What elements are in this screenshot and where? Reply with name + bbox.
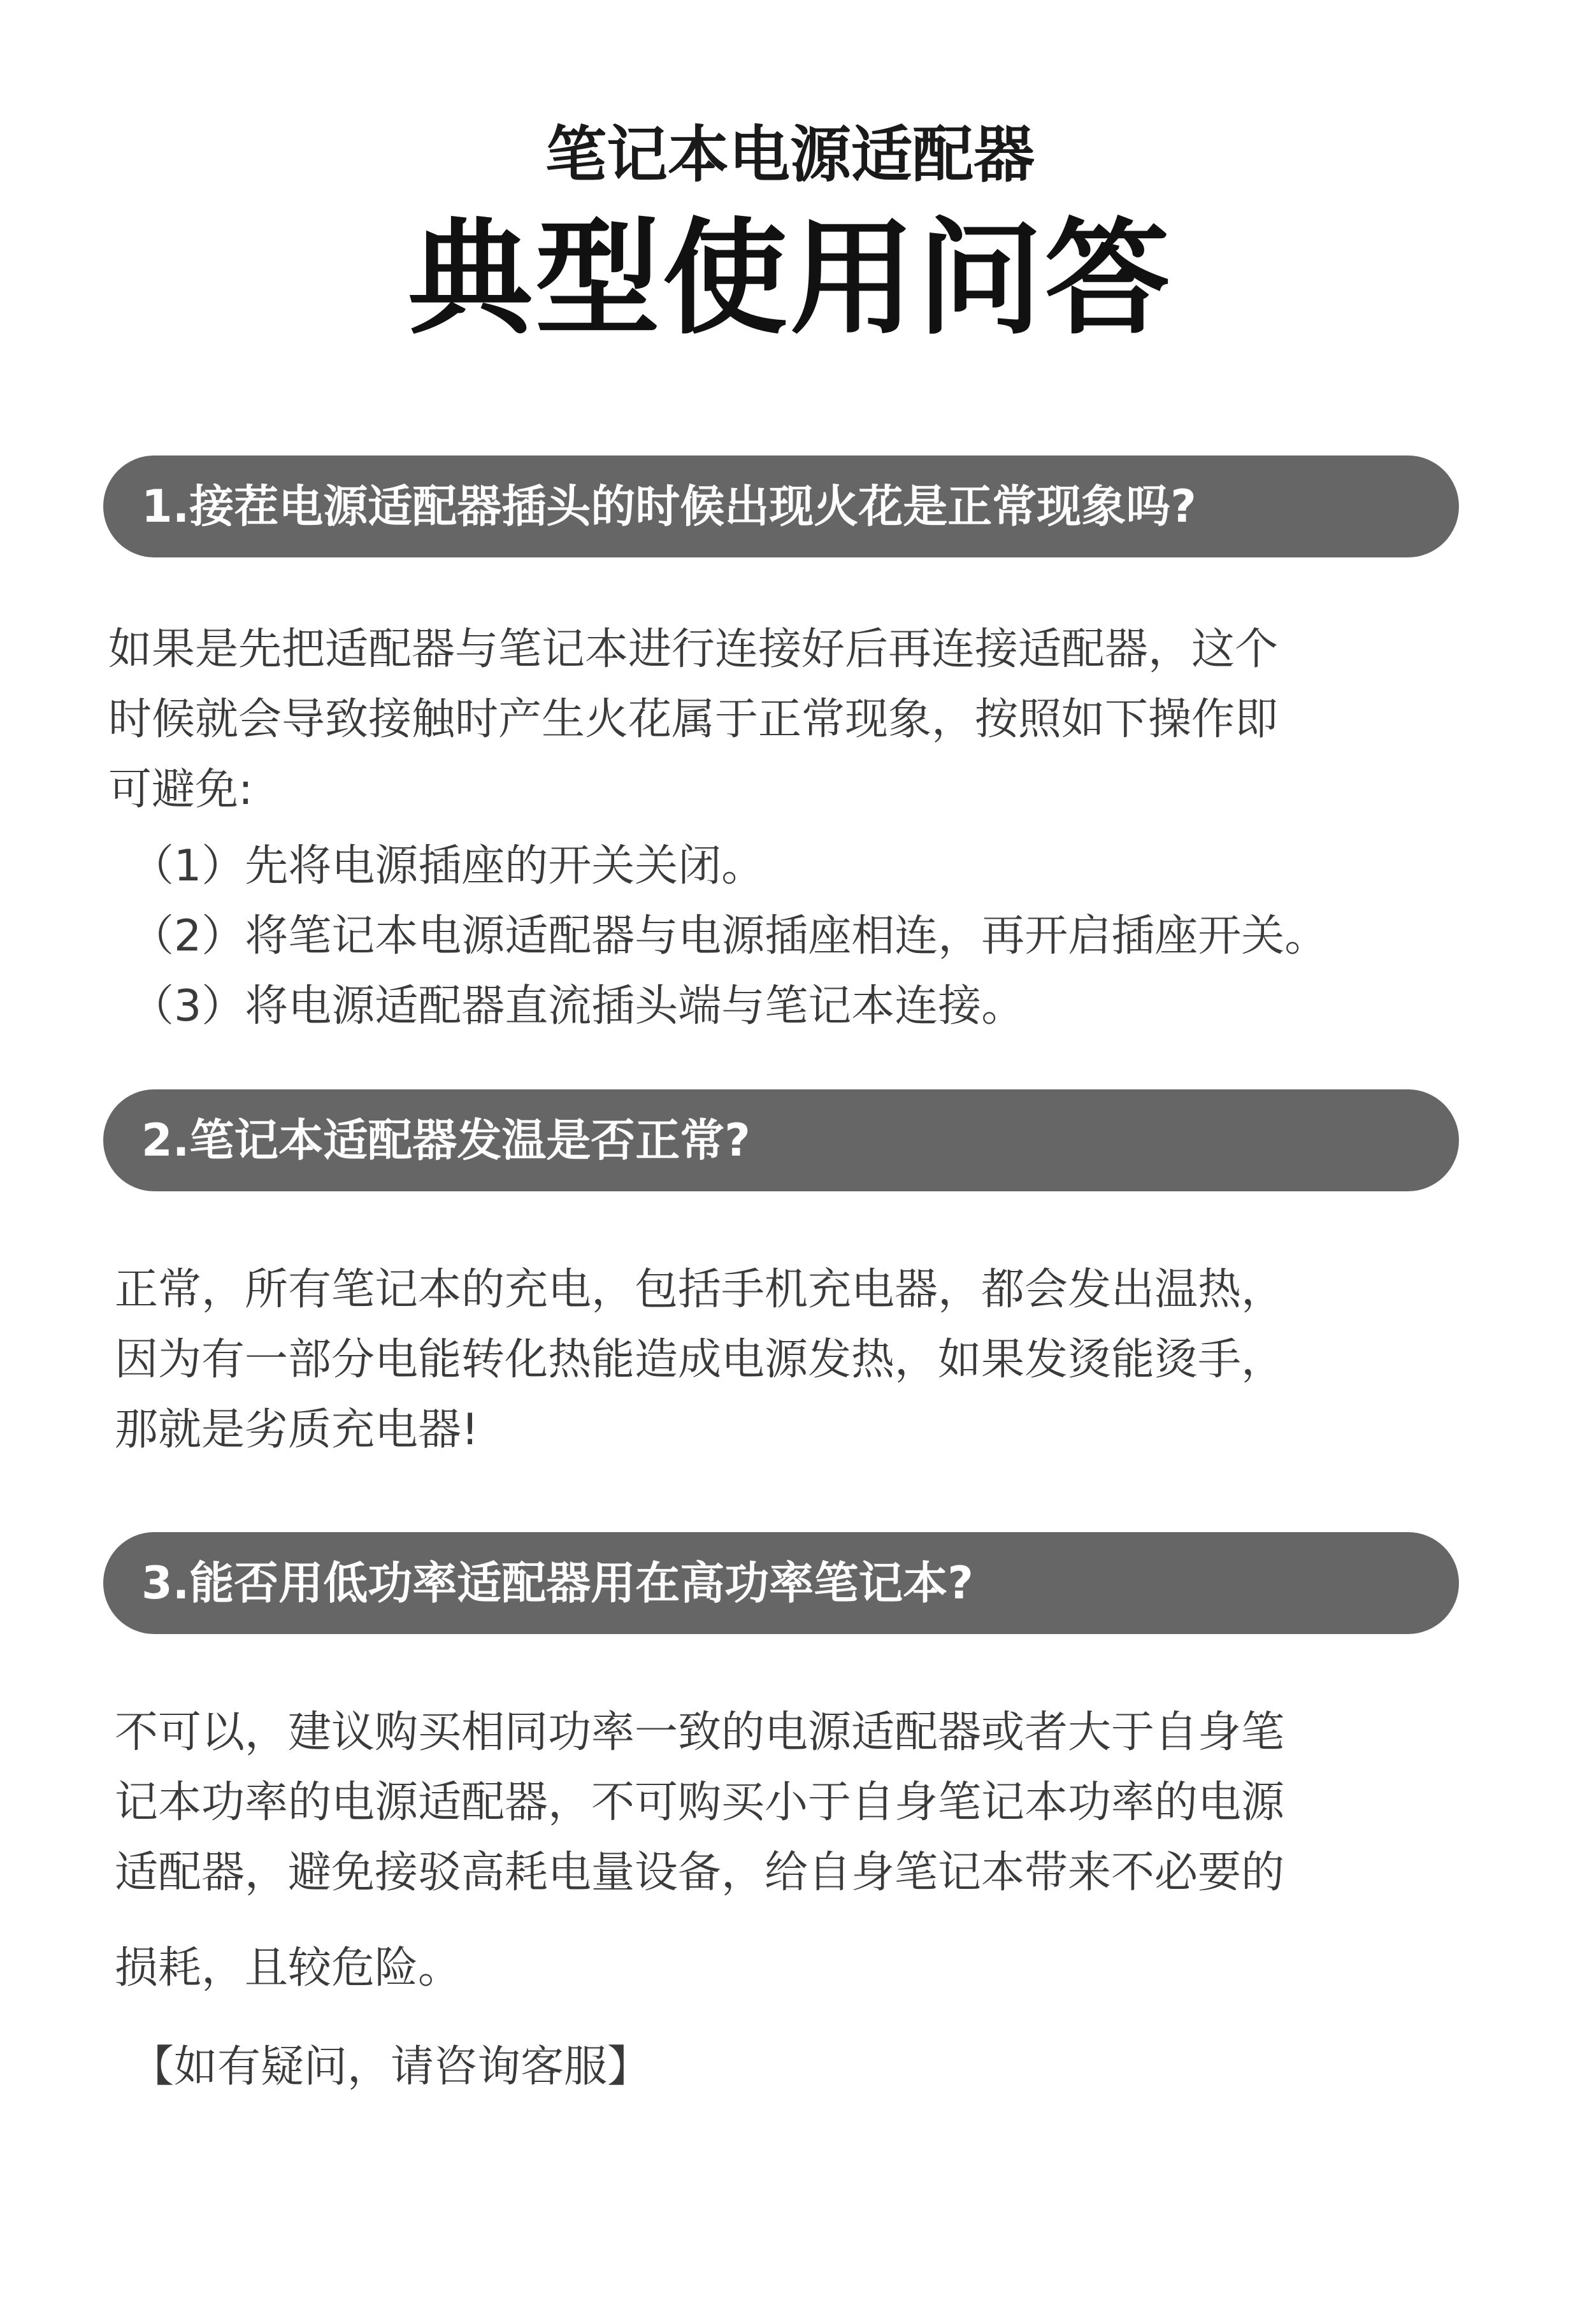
faq-step-1: （1）先将电源插座的开关关闭。 bbox=[131, 841, 765, 891]
faq-answer-1-line: 可避免: bbox=[108, 764, 253, 815]
faq-question-2: 2.笔记本适配器发温是否正常? bbox=[141, 1114, 750, 1166]
faq-question-bar-1 bbox=[103, 455, 1459, 557]
page-title: 典型使用问答 bbox=[407, 206, 1172, 352]
faq-answer-2 bbox=[115, 1255, 1284, 1465]
contact-note: 【如有疑问，请咨询客服】 bbox=[131, 2042, 651, 2092]
faq-answer-1-line: 如果是先把适配器与笔记本进行连接好后再连接适配器，这个 bbox=[108, 624, 1279, 675]
faq-step-2: （2）将笔记本电源适配器与电源插座相连，再开启插座开关。 bbox=[131, 911, 1328, 961]
faq-answer-3-line: 记本功率的电源适配器，不可购买小于自身笔记本功率的电源 bbox=[115, 1777, 1285, 1828]
faq-answer-1 bbox=[108, 615, 1278, 825]
page-subtitle: 笔记本电源适配器 bbox=[545, 119, 1035, 190]
faq-step-3: （3）将电源适配器直流插头端与笔记本连接。 bbox=[131, 981, 1025, 1031]
faq-question-bar-3 bbox=[103, 1532, 1459, 1634]
faq-answer-2-line: 那就是劣质充电器! bbox=[115, 1405, 479, 1455]
faq-answer-3 bbox=[115, 1698, 1284, 2004]
faq-answer-3-line: 适配器，避免接驳高耗电量设备，给自身笔记本带来不必要的 bbox=[115, 1847, 1285, 1898]
faq-answer-1-line: 时候就会导致接触时产生火花属于正常现象，按照如下操作即 bbox=[108, 694, 1279, 745]
faq-answer-3-line: 不可以，建议购买相同功率一致的电源适配器或者大于自身笔 bbox=[115, 1707, 1285, 1758]
faq-answer-3-line: 损耗，且较危险。 bbox=[115, 1943, 462, 1993]
faq-answer-2-line: 正常，所有笔记本的充电，包括手机充电器，都会发出温热， bbox=[115, 1265, 1285, 1315]
faq-question-1: 1.接茬电源适配器插头的时候出现火花是正常现象吗? bbox=[141, 480, 1196, 533]
faq-question-bar-2 bbox=[103, 1089, 1459, 1191]
faq-question-3: 3.能否用低功率适配器用在高功率笔记本? bbox=[141, 1557, 973, 1609]
faq-answer-2-line: 因为有一部分电能转化热能造成电源发热，如果发烫能烫手， bbox=[115, 1335, 1285, 1385]
